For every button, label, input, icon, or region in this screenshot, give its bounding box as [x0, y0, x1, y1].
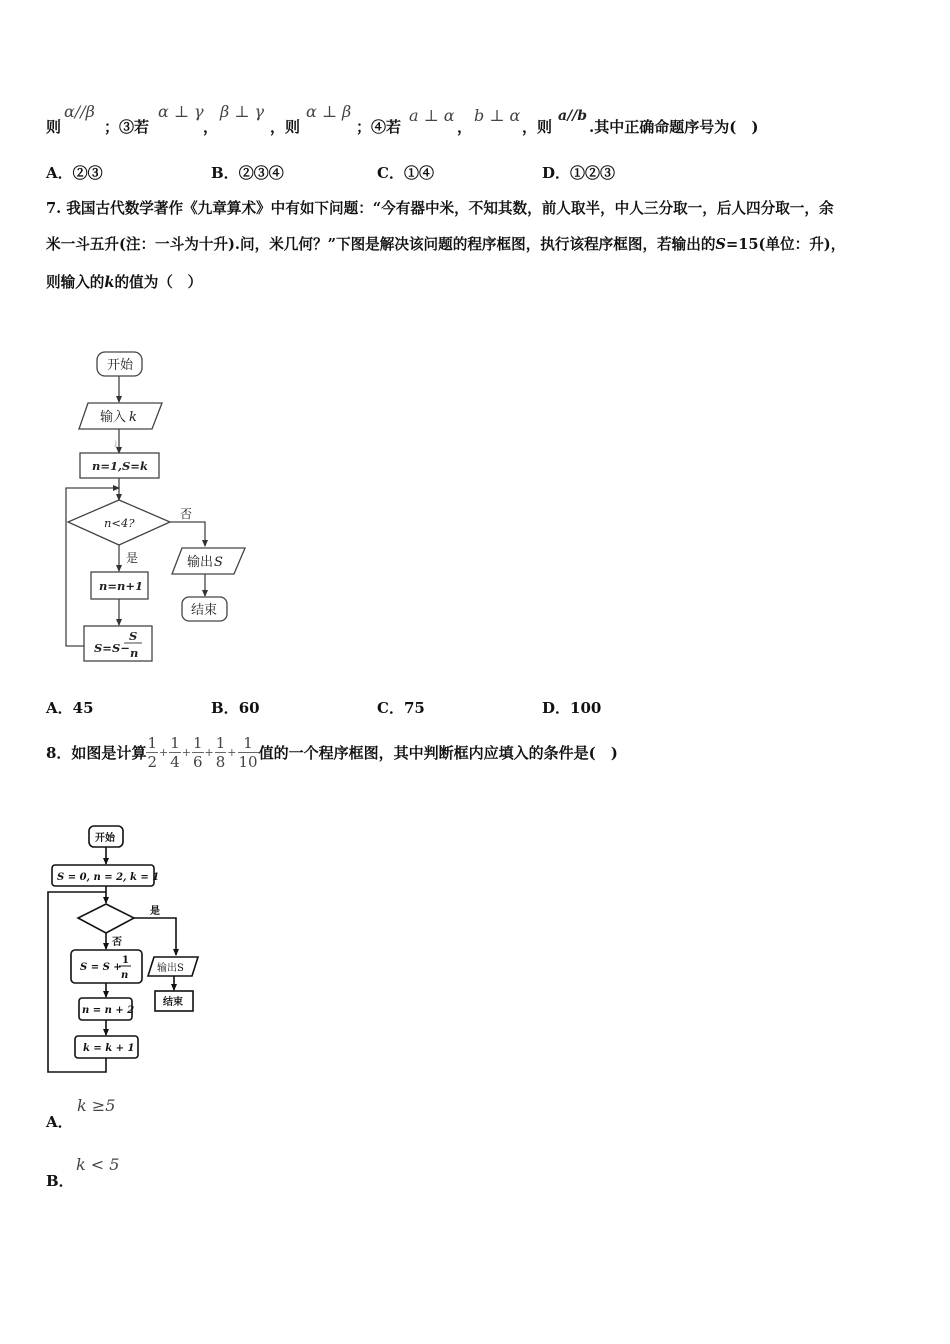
fraction-denominator: 8	[215, 752, 226, 771]
option-label: C．	[377, 164, 404, 182]
flow8-end-label: 结束	[163, 997, 183, 1008]
option-value: ②③④	[238, 164, 284, 182]
flow7-no-label: 否	[180, 507, 193, 521]
fraction-numerator: 1	[215, 733, 226, 752]
q8-plus: +	[227, 745, 237, 759]
option-label: B．	[211, 699, 239, 717]
flow7-step-label: n=n+1	[99, 579, 143, 593]
q8-prefix: 8．如图是计算	[46, 743, 147, 762]
flow8-step-k-label: k = k + 1	[83, 1043, 135, 1054]
flow7-update-label: S=S−	[94, 641, 130, 655]
option-label: B．	[46, 1172, 74, 1190]
option-label: A．	[46, 1113, 73, 1131]
flow8-start-label: 开始	[95, 833, 115, 844]
flow7-input-var: k	[129, 410, 137, 425]
q8-plus: +	[204, 745, 214, 759]
fraction-denominator: 10	[238, 752, 258, 771]
q7-var-s: S	[715, 236, 726, 253]
option-value: 45	[72, 699, 94, 717]
flow8-no-label: 否	[112, 937, 122, 948]
q8-suffix: 值的一个程序框图，其中判断框内应填入的条件是( )	[258, 743, 618, 762]
flow7-stray-mark: ↓	[112, 440, 120, 450]
q6-text-sep-3: ；③若	[104, 118, 150, 136]
q7-line-3-tail: 的值为（ ）	[114, 274, 203, 291]
flow7-input-label: 输入	[100, 410, 127, 425]
option-value: 100	[570, 699, 602, 717]
flow8-condition-diamond	[78, 904, 134, 933]
option-value: ①②③	[570, 164, 616, 182]
q6-math-alpha-parallel-beta: α//β	[64, 102, 95, 121]
fraction-numerator: 1	[243, 733, 253, 752]
option-label: C．	[377, 699, 404, 717]
fraction-numerator: 1	[170, 733, 180, 752]
fraction-denominator: 6	[192, 752, 203, 771]
q6-text-ze-3: ，则	[522, 118, 553, 136]
q6-math-b-perp-alpha: b ⊥ α	[474, 106, 521, 125]
q6-text-comma-2: ，	[457, 118, 473, 136]
flow7-init-label: n=1,S=k	[92, 459, 148, 473]
q6-text-sep-4: ；④若	[356, 118, 402, 136]
q7-line-1: 7. 我国古代数学著作《九章算术》中有如下问题：“今有器中米，不知其数，前人取半，中人三分取一，后人四分取一，余	[46, 200, 834, 217]
q7-line-3-text: 则输入的	[46, 274, 105, 291]
q8-option-b[interactable]	[46, 1170, 74, 1191]
flow7-update-den: n	[130, 646, 139, 660]
q7-line-2-text: 米一斗五升(注：一斗为十升).问，米几何？”下图是解决该问题的程序框图，执行该程序框图，若输出的	[46, 236, 716, 253]
flow7-condition-label: n<4?	[104, 516, 135, 530]
q6-math-a-perp-alpha: a ⊥ α	[409, 106, 455, 125]
flow8-yes-arrow	[134, 918, 176, 955]
q6-question-tail: .其中正确命题序号为( )	[589, 118, 759, 136]
flow8-output-label: 输出S	[157, 963, 184, 974]
option-label: B．	[211, 164, 239, 182]
option-value: ①④	[403, 164, 434, 182]
flow7-update-num: S	[129, 629, 138, 643]
flow7-yes-label: 是	[126, 551, 139, 565]
option-label: D．	[542, 164, 571, 182]
q7-line-2-tail: =15(单位：升)，	[725, 236, 846, 253]
q8-option-b-math: k < 5	[76, 1155, 120, 1174]
option-label: A．	[46, 699, 73, 717]
q6-math-a-parallel-b: a//b	[558, 108, 588, 124]
q6-text-ze: 则	[46, 118, 62, 136]
flow8-step-n-label: n = n + 2	[82, 1005, 135, 1016]
fraction-denominator: 4	[170, 752, 180, 771]
flow7-end-label: 结束	[191, 603, 218, 618]
q6-text-comma: ，	[203, 118, 219, 136]
option-value: 60	[238, 699, 260, 717]
flow8-init-label: S = 0, n = 2, k = 1	[57, 872, 160, 883]
fraction-denominator: 2	[147, 752, 157, 771]
q6-text-ze-2: ，则	[270, 118, 301, 136]
option-label: A．	[46, 164, 73, 182]
q6-math-alpha-perp-gamma: α ⊥ γ	[158, 102, 204, 121]
q8-option-a-math: k ≥5	[77, 1096, 116, 1115]
option-label: D．	[542, 699, 571, 717]
flow8-update-label: S = S +	[80, 962, 122, 973]
flow8-update-den: n	[121, 970, 129, 981]
flow8-yes-label: 是	[150, 906, 160, 917]
flow7-output-var: S	[214, 555, 223, 570]
fraction-numerator: 1	[192, 733, 203, 752]
option-value: 75	[403, 699, 425, 717]
fraction-numerator: 1	[147, 733, 157, 752]
q6-math-beta-perp-gamma: β ⊥ γ	[220, 102, 265, 121]
q7-var-k: k	[104, 274, 115, 291]
flow8-update-num: 1	[122, 955, 129, 966]
q6-math-alpha-perp-beta: α ⊥ β	[306, 102, 352, 121]
option-value: ②③	[72, 164, 103, 182]
flow7-output-label: 输出	[187, 555, 214, 570]
q8-plus: +	[181, 745, 191, 759]
q8-plus: +	[159, 745, 169, 759]
q8-option-a[interactable]	[46, 1111, 73, 1132]
flow7-start-label: 开始	[107, 358, 134, 373]
